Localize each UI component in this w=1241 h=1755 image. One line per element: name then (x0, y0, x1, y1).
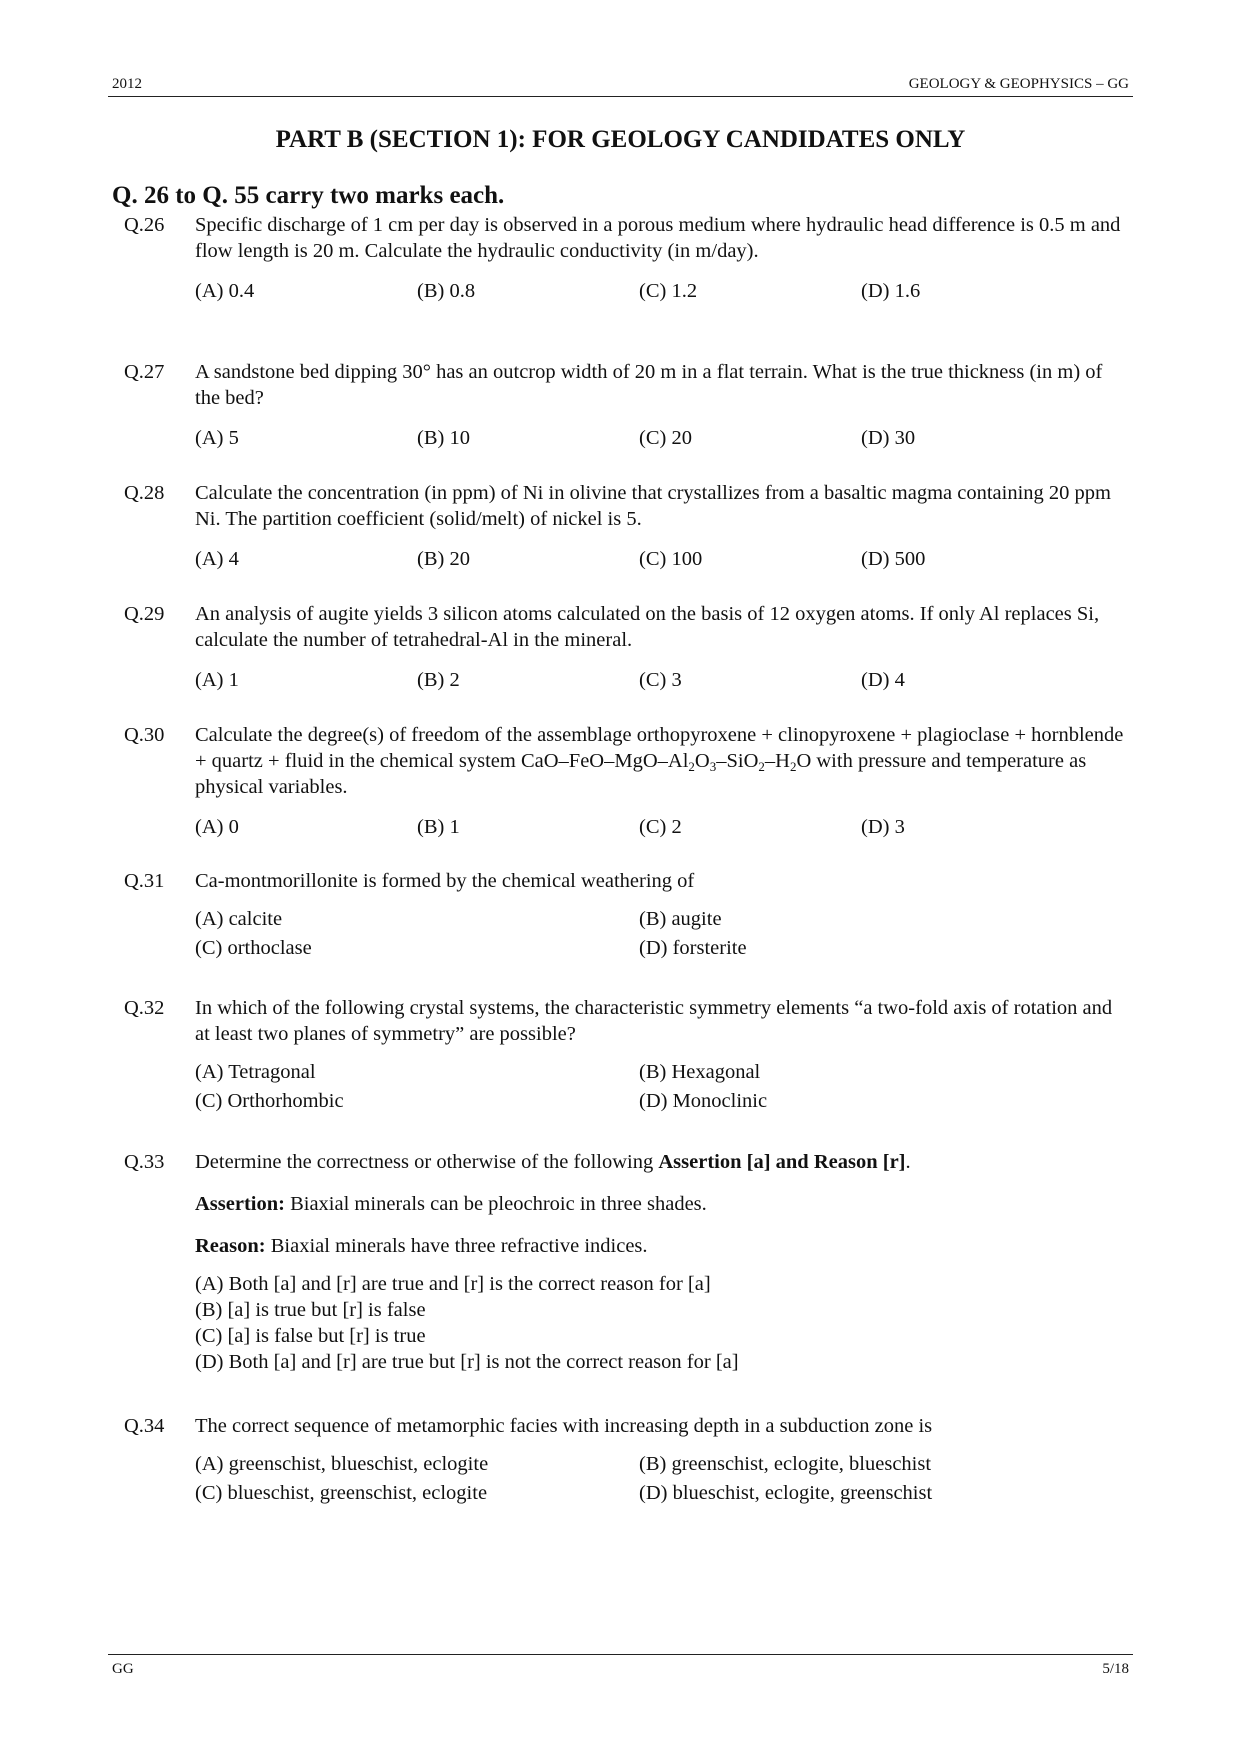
options (195, 278, 1124, 304)
option-b: (B) [a] is true but [r] is false (195, 1299, 426, 1321)
option-c: (C) blueschist, greenschist, eclogite (195, 1482, 488, 1504)
question-31 (124, 868, 1124, 961)
option-c: (C) Orthorhombic (195, 1090, 344, 1112)
option-b: (B) 0.8 (417, 280, 476, 302)
option-b: (B) 1 (417, 816, 460, 838)
question-number: Q.30 (124, 724, 165, 746)
option-d: (D) Both [a] and [r] are true but [r] is not the correct reason for [a] (195, 1351, 739, 1373)
option-c: (C) orthoclase (195, 937, 312, 959)
question-text: Specific discharge of 1 cm per day is observed in a porous medium where hydraulic head difference is 0.5 m and flow length is 20 m. Calculate the hydraulic conductivity (in m/day). (195, 214, 1121, 262)
options (195, 425, 1124, 451)
question-text: Calculate the degree(s) of freedom of the assemblage orthopyroxene + clinopyroxene + plagioclase + hornblende + quartz + fluid in the chemical system CaO–$FeO-MgO-Al_2O_3-SiO_2-H_2O$ with pressure and temperature as physical variables. (195, 724, 1124, 798)
option-d: (D) 500 (861, 548, 926, 570)
question-text: Determine the correctness or otherwise of the following Assertion [a] and Reason [r]. (195, 1151, 911, 1173)
option-a: (A) calcite (195, 908, 283, 930)
option-a: (A) Both [a] and [r] are true and [r] is the correct reason for [a] (195, 1273, 711, 1295)
options (195, 814, 1124, 840)
option-d: (D) forsterite (639, 937, 747, 959)
option-d: (D) 3 (861, 816, 905, 838)
option-a: (A) 0.4 (195, 280, 255, 302)
option-a: (A) 5 (195, 427, 239, 449)
option-d: (D) Monoclinic (639, 1090, 768, 1112)
question-text: Ca-montmorillonite is formed by the chemical weathering of (195, 870, 695, 892)
question-text: The correct sequence of metamorphic facies with increasing depth in a subduction zone is (195, 1415, 933, 1437)
question-number: Q.32 (124, 997, 165, 1019)
question-26 (124, 212, 1124, 304)
option-a: (A) Tetragonal (195, 1061, 316, 1083)
question-text: Calculate the concentration (in ppm) of Ni in olivine that crystallizes from a basaltic magma containing 20 ppm Ni. The partition coefficient (solid/melt) of nickel is 5. (195, 482, 1111, 530)
reason: Reason: Biaxial minerals have three refractive indices. (195, 1235, 648, 1257)
option-b: (B) augite (639, 908, 722, 930)
question-34 (124, 1413, 1124, 1506)
question-number: Q.31 (124, 870, 165, 892)
option-c: (C) [a] is false but [r] is true (195, 1325, 426, 1347)
question-29 (124, 601, 1124, 693)
option-c: (C) 3 (639, 669, 682, 691)
options (195, 906, 1124, 961)
question-number: Q.27 (124, 361, 165, 383)
option-d: (D) 4 (861, 669, 905, 691)
question-number: Q.33 (124, 1151, 165, 1173)
options (195, 667, 1124, 693)
option-a: (A) 0 (195, 816, 239, 838)
question-30 (124, 722, 1124, 840)
footer-code: GG (112, 1661, 134, 1677)
assertion: Assertion: Biaxial minerals can be pleochroic in three shades. (195, 1193, 707, 1215)
option-c: (C) 2 (639, 816, 682, 838)
options (195, 1271, 1124, 1375)
page-number: 5/18 (1102, 1661, 1129, 1677)
question-number: Q.28 (124, 482, 165, 504)
options (195, 1451, 1124, 1506)
question-33 (124, 1149, 1124, 1375)
option-c: (C) 100 (639, 548, 703, 570)
question-27 (124, 359, 1124, 451)
header-paper: GEOLOGY & GEOPHYSICS – GG (908, 76, 1129, 92)
option-b: (B) 20 (417, 548, 470, 570)
footer-divider (108, 1654, 1133, 1655)
option-a: (A) greenschist, blueschist, eclogite (195, 1453, 489, 1475)
question-number: Q.29 (124, 603, 165, 625)
question-number: Q.26 (124, 214, 165, 236)
option-c: (C) 20 (639, 427, 692, 449)
question-text: In which of the following crystal systems, the characteristic symmetry elements “a two-fold axis of rotation and at least two planes of symmetry” are possible? (195, 997, 1113, 1045)
question-text: An analysis of augite yields 3 silicon atoms calculated on the basis of 12 oxygen atoms. If only Al replaces Si, calculate the number of tetrahedral-Al in the mineral. (195, 603, 1100, 651)
option-d: (D) 1.6 (861, 280, 921, 302)
question-28 (124, 480, 1124, 572)
options (195, 1059, 1124, 1114)
question-number: Q.34 (124, 1415, 165, 1437)
option-a: (A) 4 (195, 548, 239, 570)
options (195, 546, 1124, 572)
option-b: (B) Hexagonal (639, 1061, 761, 1083)
option-b: (B) 10 (417, 427, 470, 449)
question-32 (124, 995, 1124, 1114)
option-b: (B) greenschist, eclogite, blueschist (639, 1453, 932, 1475)
option-d: (D) blueschist, eclogite, greenschist (639, 1482, 933, 1504)
option-c: (C) 1.2 (639, 280, 698, 302)
part-title: PART B (SECTION 1): FOR GEOLOGY CANDIDATES ONLY (275, 126, 966, 153)
header-divider (108, 96, 1133, 97)
header-year: 2012 (112, 76, 142, 92)
option-a: (A) 1 (195, 669, 239, 691)
question-text: A sandstone bed dipping 30° has an outcrop width of 20 m in a flat terrain. What is the true thickness (in m) of the bed? (195, 361, 1103, 409)
option-b: (B) 2 (417, 669, 460, 691)
marks-note: Q. 26 to Q. 55 carry two marks each. (112, 182, 505, 209)
option-d: (D) 30 (861, 427, 916, 449)
